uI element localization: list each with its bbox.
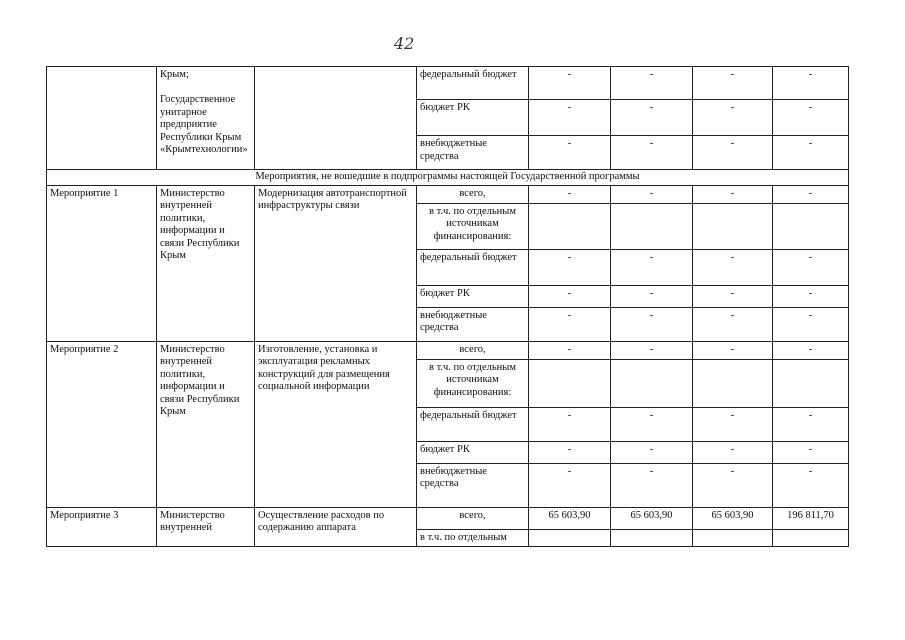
executor-cell: Крым; Государственное унитарное предприятие Республики Крым «Крымтехнологии» [157,67,255,170]
value-cell: - [773,463,849,507]
value-cell: - [773,307,849,341]
value-cell: - [773,249,849,285]
value-cell: - [611,441,693,463]
measure-name: Мероприятие 3 [47,507,157,547]
table-row [47,67,849,100]
description-cell: Модернизация автотранспортной инфраструктуры связи [255,185,417,341]
cell-empty [47,67,157,170]
value-cell: - [529,136,611,170]
value-cell: 65 603,90 [693,507,773,529]
source-cell: всего, [417,185,529,203]
value-cell: - [693,249,773,285]
value-cell [773,203,849,249]
value-cell [693,529,773,547]
value-cell: 65 603,90 [529,507,611,529]
value-cell: - [611,136,693,170]
value-cell: - [611,100,693,136]
measure-name: Мероприятие 1 [47,185,157,341]
value-cell: - [693,285,773,307]
executor-cell: Министерство внутренней политики, информации и связи Республики Крым [157,341,255,507]
value-cell: - [693,463,773,507]
value-cell: 65 603,90 [611,507,693,529]
value-cell [529,203,611,249]
executor-cell: Министерство внутренней политики, информации и связи Республики Крым [157,185,255,341]
value-cell [773,359,849,407]
description-cell: Изготовление, установка и эксплуатация рекламных конструкций для размещения социальной информации [255,341,417,507]
source-cell: бюджет РК [417,100,529,136]
source-cell: внебюджетные средства [417,307,529,341]
source-cell: внебюджетные средства [417,463,529,507]
value-cell: - [529,185,611,203]
value-cell: - [693,307,773,341]
table-row [47,507,849,529]
executor-cell: Министерство внутренней [157,507,255,547]
value-cell: - [611,67,693,100]
page-number: 42 [394,34,415,53]
value-cell: - [529,67,611,100]
value-cell [529,529,611,547]
value-cell: - [693,100,773,136]
value-cell: - [693,185,773,203]
table-row [47,341,849,359]
value-cell [773,529,849,547]
value-cell: - [773,285,849,307]
value-cell: - [693,136,773,170]
value-cell: - [529,441,611,463]
value-cell: - [773,136,849,170]
value-cell: 196 811,70 [773,507,849,529]
value-cell: - [611,285,693,307]
value-cell: - [693,341,773,359]
value-cell: - [611,341,693,359]
table-row [47,185,849,203]
source-cell: в т.ч. по отдельным [417,529,529,547]
value-cell: - [693,67,773,100]
value-cell: - [693,407,773,441]
value-cell [611,359,693,407]
source-cell: федеральный бюджет [417,67,529,100]
value-cell: - [611,407,693,441]
value-cell [611,529,693,547]
value-cell: - [773,407,849,441]
value-cell: - [529,285,611,307]
value-cell: - [611,307,693,341]
value-cell: - [529,249,611,285]
budget-table [46,66,849,547]
value-cell: - [611,463,693,507]
value-cell: - [773,185,849,203]
value-cell [693,203,773,249]
source-cell: федеральный бюджет [417,249,529,285]
value-cell: - [773,67,849,100]
source-cell: всего, [417,341,529,359]
value-cell: - [773,441,849,463]
source-cell: всего, [417,507,529,529]
source-cell: внебюджетные средства [417,136,529,170]
value-cell: - [611,249,693,285]
source-cell: бюджет РК [417,441,529,463]
value-cell [529,359,611,407]
value-cell: - [529,463,611,507]
value-cell: - [773,100,849,136]
value-cell [611,203,693,249]
source-cell: федеральный бюджет [417,407,529,441]
section-header-row [47,170,849,186]
source-cell: в т.ч. по отдельным источникам финансирования: [417,359,529,407]
description-cell: Осуществление расходов по содержанию аппарата [255,507,417,547]
value-cell [693,359,773,407]
value-cell: - [611,185,693,203]
value-cell: - [529,100,611,136]
value-cell: - [773,341,849,359]
value-cell: - [529,407,611,441]
measure-name: Мероприятие 2 [47,341,157,507]
source-cell: бюджет РК [417,285,529,307]
value-cell: - [693,441,773,463]
value-cell: - [529,341,611,359]
source-cell: в т.ч. по отдельным источникам финансирования: [417,203,529,249]
value-cell: - [529,307,611,341]
section-header: Мероприятия, не вошедшие в подпрограммы настоящей Государственной программы [47,170,849,186]
description-cell [255,67,417,170]
